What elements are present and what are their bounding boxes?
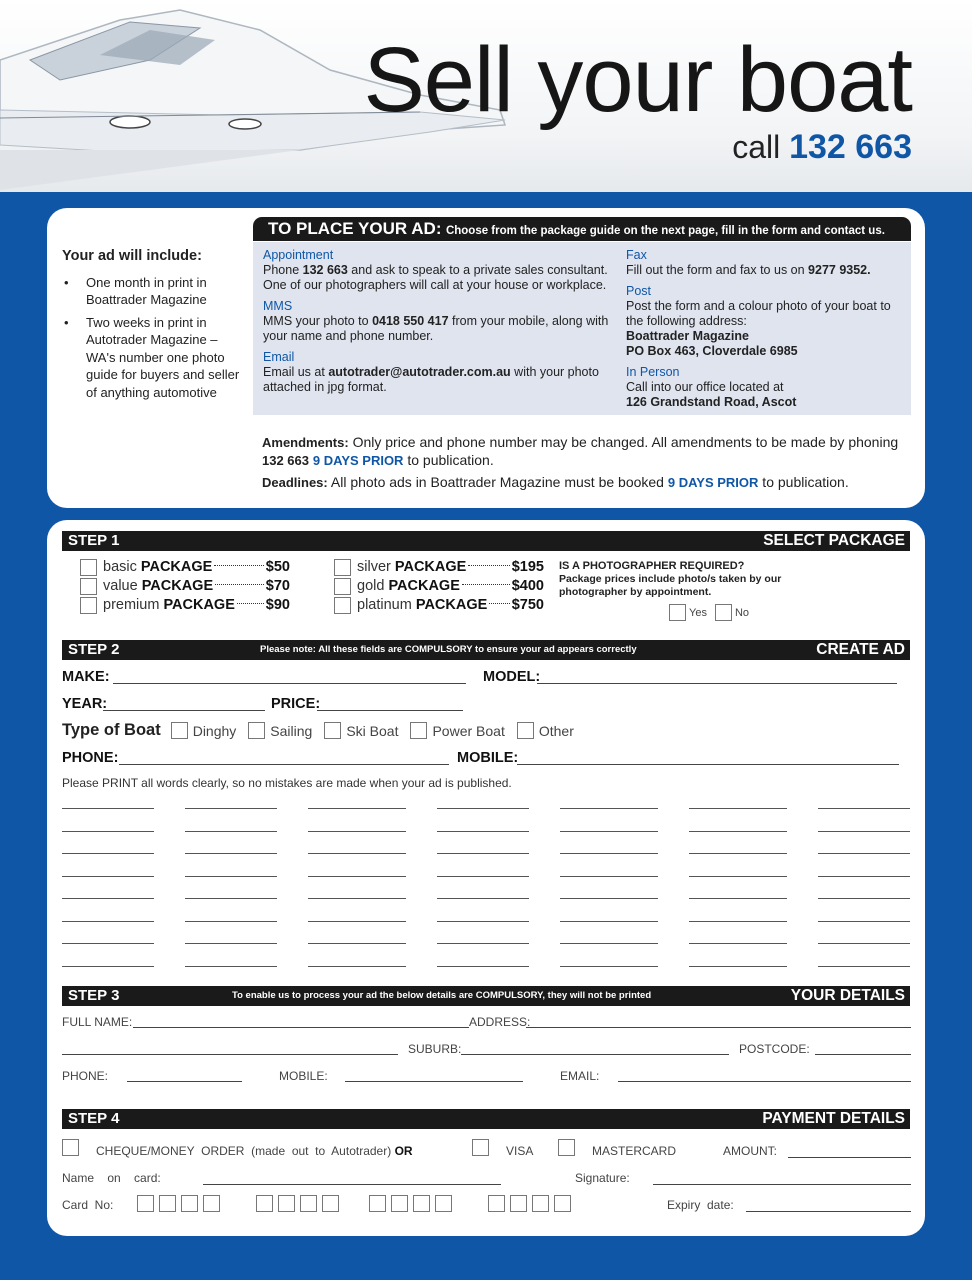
place-ad-bar: TO PLACE YOUR AD: Choose from the package guide on the next page, fill in the form and contact us. (253, 217, 911, 241)
post-title: Post (626, 284, 652, 298)
ad-text-grid[interactable] (62, 790, 912, 970)
phone-label: PHONE: (62, 750, 119, 766)
ad-word-line[interactable] (818, 966, 910, 967)
model-label: MODEL: (483, 669, 541, 685)
ad-word-line[interactable] (560, 876, 658, 877)
ad-word-line[interactable] (185, 831, 277, 832)
package-premium[interactable]: premium PACKAGE $90 (80, 596, 290, 615)
email-field[interactable] (618, 1081, 911, 1082)
details-mobile-label: MOBILE: (279, 1069, 328, 1083)
ad-word-line[interactable] (437, 853, 529, 854)
ad-word-line[interactable] (818, 808, 910, 809)
card-digit-box[interactable] (300, 1195, 317, 1212)
step1-bar: STEP 1 SELECT PACKAGE (62, 531, 910, 551)
mastercard-checkbox[interactable] (558, 1139, 575, 1156)
details-phone-label: PHONE: (62, 1069, 109, 1083)
mobile-field[interactable] (517, 764, 899, 765)
postcode-field[interactable] (815, 1054, 911, 1055)
ad-word-line[interactable] (185, 853, 277, 854)
post-line1: Boattrader Magazine (626, 329, 749, 343)
signature-field[interactable] (653, 1184, 911, 1185)
ad-word-line[interactable] (560, 943, 658, 944)
ad-word-line[interactable] (437, 808, 529, 809)
full-name-label: FULL NAME: (62, 1015, 133, 1029)
ad-word-line[interactable] (818, 831, 910, 832)
full-name-field[interactable] (133, 1027, 469, 1028)
ad-word-line[interactable] (185, 876, 277, 877)
checkbox[interactable] (80, 597, 97, 614)
card-digits-group-4 (488, 1195, 571, 1212)
checkbox[interactable] (517, 722, 534, 739)
ad-word-line[interactable] (62, 831, 154, 832)
card-digits-group-3 (369, 1195, 452, 1212)
ad-word-line[interactable] (689, 943, 787, 944)
price-label: PRICE: (271, 696, 321, 712)
package-column-2 (334, 558, 544, 615)
visa-label: VISA (506, 1144, 534, 1158)
card-digit-box[interactable] (159, 1195, 176, 1212)
visa-checkbox[interactable] (472, 1139, 489, 1156)
checkbox[interactable] (324, 722, 341, 739)
type-other[interactable]: Other (517, 722, 574, 739)
ad-word-line[interactable] (308, 831, 406, 832)
ad-word-line[interactable] (560, 966, 658, 967)
ad-word-line[interactable] (818, 943, 910, 944)
order-form (47, 520, 925, 1236)
deadlines-text: Deadlines: All photo ads in Boattrader Magazine must be booked 9 DAYS PRIOR to publication. (262, 474, 849, 490)
ad-word-line[interactable] (185, 808, 277, 809)
ad-word-line[interactable] (437, 898, 529, 899)
call-line: call 132 663 (732, 128, 912, 166)
ad-word-line[interactable] (185, 921, 277, 922)
ad-word-line[interactable] (62, 943, 154, 944)
mastercard-label: MASTERCARD (592, 1144, 677, 1158)
photographer-options (669, 604, 749, 621)
type-power-boat[interactable]: Power Boat (410, 722, 504, 739)
model-field[interactable] (537, 683, 897, 684)
checkbox[interactable] (334, 559, 351, 576)
ad-word-line[interactable] (560, 808, 658, 809)
contact-methods (253, 242, 911, 415)
ad-word-line[interactable] (689, 808, 787, 809)
mobile-label: MOBILE: (457, 750, 519, 766)
card-digit-box[interactable] (137, 1195, 154, 1212)
ad-word-line[interactable] (437, 943, 529, 944)
mms-title: MMS (263, 299, 293, 313)
package-gold[interactable]: gold PACKAGE $400 (334, 577, 544, 596)
ad-word-line[interactable] (560, 921, 658, 922)
suburb-label: SUBURB: (408, 1042, 462, 1056)
address-line2-field[interactable] (62, 1054, 398, 1055)
card-digit-box[interactable] (256, 1195, 273, 1212)
ad-word-line[interactable] (308, 943, 406, 944)
boat-type: Type of Boat Dinghy Sailing Ski Boat Power Boat Other (62, 721, 574, 739)
name-on-card-label: Name on card: (62, 1171, 161, 1185)
amount-field[interactable] (788, 1157, 911, 1158)
ad-word-line[interactable] (185, 966, 277, 967)
card-digit-box[interactable] (510, 1195, 527, 1212)
details-phone-field[interactable] (127, 1081, 242, 1082)
signature-label: Signature: (575, 1171, 630, 1185)
ad-word-line[interactable] (437, 831, 529, 832)
ad-word-line[interactable] (437, 921, 529, 922)
card-digit-box[interactable] (488, 1195, 505, 1212)
ad-word-line[interactable] (308, 853, 406, 854)
card-digit-box[interactable] (413, 1195, 430, 1212)
checkbox[interactable] (334, 597, 351, 614)
checkbox[interactable] (410, 722, 427, 739)
info-panel (47, 208, 925, 508)
includes-heading: Your ad will include: (62, 248, 202, 264)
appointment-text: Phone 132 663 and ask to speak to a private sales consultant. One of our photographers will call at your house or workplace. (263, 263, 608, 292)
photographer-question: IS A PHOTOGRAPHER REQUIRED? Package prices include photo/s taken by our photographer by appointment. (559, 560, 782, 598)
package-value[interactable]: value PACKAGE $70 (80, 577, 290, 596)
card-digit-box[interactable] (532, 1195, 549, 1212)
ad-word-line[interactable] (62, 876, 154, 877)
ad-word-line[interactable] (689, 921, 787, 922)
ad-word-line[interactable] (185, 943, 277, 944)
in-person-text: Call into our office located at (626, 380, 784, 394)
checkbox[interactable] (171, 722, 188, 739)
ad-word-line[interactable] (437, 966, 529, 967)
make-label: MAKE: (62, 669, 110, 685)
card-digit-box[interactable] (369, 1195, 386, 1212)
post-line2: PO Box 463, Cloverdale 6985 (626, 344, 798, 358)
address-label: ADDRESS: (469, 1015, 531, 1029)
name-on-card-field[interactable] (203, 1184, 501, 1185)
amount-label: AMOUNT: (723, 1144, 777, 1158)
page-title: Sell your boat (363, 29, 912, 131)
year-label: YEAR: (62, 696, 108, 712)
type-sailing[interactable]: Sailing (248, 722, 312, 739)
amendments-text: Amendments: Only price and phone number may be changed. All amendments to be made by phoning 132 663 9 DAYS PRIOR to publication. (262, 434, 899, 468)
step2-bar: STEP 2 Please note: All these fields are COMPULSORY to ensure your ad appears correctly CREATE AD (62, 640, 910, 660)
header-banner (0, 0, 972, 192)
ad-word-line[interactable] (560, 898, 658, 899)
year-field[interactable] (103, 710, 265, 711)
checkbox[interactable] (669, 604, 686, 621)
ad-word-line[interactable] (308, 808, 406, 809)
make-field[interactable] (113, 683, 466, 684)
card-digit-box[interactable] (391, 1195, 408, 1212)
in-person-title: In Person (626, 365, 680, 379)
ad-word-line[interactable] (185, 898, 277, 899)
ad-includes (62, 248, 247, 406)
step4-bar: STEP 4 PAYMENT DETAILS (62, 1109, 910, 1129)
ad-word-line[interactable] (818, 898, 910, 899)
checkbox[interactable] (334, 578, 351, 595)
ad-word-line[interactable] (308, 921, 406, 922)
expiry-label: Expiry date: (667, 1198, 734, 1212)
postcode-label: POSTCODE: (739, 1042, 810, 1056)
package-silver[interactable]: silver PACKAGE $195 (334, 558, 544, 577)
ad-word-line[interactable] (560, 831, 658, 832)
ad-word-line[interactable] (308, 966, 406, 967)
card-digit-box[interactable] (435, 1195, 452, 1212)
ad-word-line[interactable] (689, 876, 787, 877)
cheque-label: CHEQUE/MONEY ORDER (made out to Autotrader) OR (96, 1144, 413, 1158)
ad-word-line[interactable] (689, 853, 787, 854)
card-digits-group-1 (137, 1195, 220, 1212)
expiry-field[interactable] (746, 1211, 911, 1212)
email-label: EMAIL: (560, 1069, 600, 1083)
checkbox[interactable] (80, 559, 97, 576)
checkbox[interactable] (248, 722, 265, 739)
suburb-field[interactable] (461, 1054, 729, 1055)
includes-item: • One month in print in Boattrader Magazine (62, 274, 247, 309)
ad-word-line[interactable] (818, 876, 910, 877)
ad-word-line[interactable] (560, 853, 658, 854)
ad-word-line[interactable] (308, 876, 406, 877)
ad-word-line[interactable] (62, 966, 154, 967)
ad-word-line[interactable] (308, 898, 406, 899)
price-field[interactable] (317, 710, 463, 711)
details-mobile-field[interactable] (345, 1081, 523, 1082)
post-text: Post the form and a colour photo of your boat to the following address: (626, 299, 891, 328)
ad-word-line[interactable] (689, 966, 787, 967)
checkbox[interactable] (80, 578, 97, 595)
email-text: Email us at autotrader@autotrader.com.au with your photo attached in jpg format. (263, 365, 599, 394)
card-no-label: Card No: (62, 1198, 114, 1212)
package-platinum[interactable]: platinum PACKAGE $750 (334, 596, 544, 615)
fax-title: Fax (626, 248, 647, 262)
type-dinghy[interactable]: Dinghy (171, 722, 237, 739)
type-ski-boat[interactable]: Ski Boat (324, 722, 398, 739)
card-digit-box[interactable] (203, 1195, 220, 1212)
ad-word-line[interactable] (818, 921, 910, 922)
amendments-note (262, 434, 917, 492)
package-basic[interactable]: basic PACKAGE $50 (80, 558, 290, 577)
card-digit-box[interactable] (181, 1195, 198, 1212)
email-title: Email (263, 350, 295, 364)
includes-item: • Two weeks in print in Autotrader Magazine – WA's number one photo guide for buyers and seller of anything automotive (62, 314, 247, 402)
ad-word-line[interactable] (62, 898, 154, 899)
cheque-checkbox[interactable] (62, 1139, 79, 1156)
package-column-1 (80, 558, 290, 615)
ad-word-line[interactable] (689, 898, 787, 899)
ad-word-line[interactable] (437, 876, 529, 877)
option-yes[interactable]: Yes (669, 604, 707, 621)
call-number[interactable]: 132 663 (789, 128, 912, 166)
ad-word-line[interactable] (62, 853, 154, 854)
ad-word-line[interactable] (818, 853, 910, 854)
in-person-address: 126 Grandstand Road, Ascot (626, 395, 797, 409)
checkbox[interactable] (715, 604, 732, 621)
step3-bar: STEP 3 To enable us to process your ad the below details are COMPULSORY, they will not be printed YOUR DETAILS (62, 986, 910, 1006)
phone-field[interactable] (119, 764, 449, 765)
email-address[interactable]: autotrader@autotrader.com.au (328, 365, 511, 379)
ad-word-line[interactable] (62, 921, 154, 922)
ad-word-line[interactable] (62, 808, 154, 809)
print-note: Please PRINT all words clearly, so no mistakes are made when your ad is published. (62, 776, 512, 790)
appointment-title: Appointment (263, 248, 334, 262)
card-digit-box[interactable] (554, 1195, 571, 1212)
card-digit-box[interactable] (278, 1195, 295, 1212)
card-digits-group-2 (256, 1195, 339, 1212)
mms-text: MMS your photo to 0418 550 417 from your mobile, along with your name and phone number. (263, 314, 609, 343)
card-digit-box[interactable] (322, 1195, 339, 1212)
option-no[interactable]: No (715, 604, 749, 621)
ad-word-line[interactable] (689, 831, 787, 832)
address-field[interactable] (526, 1027, 911, 1028)
fax-text: Fill out the form and fax to us on 9277 9352. (626, 263, 871, 277)
